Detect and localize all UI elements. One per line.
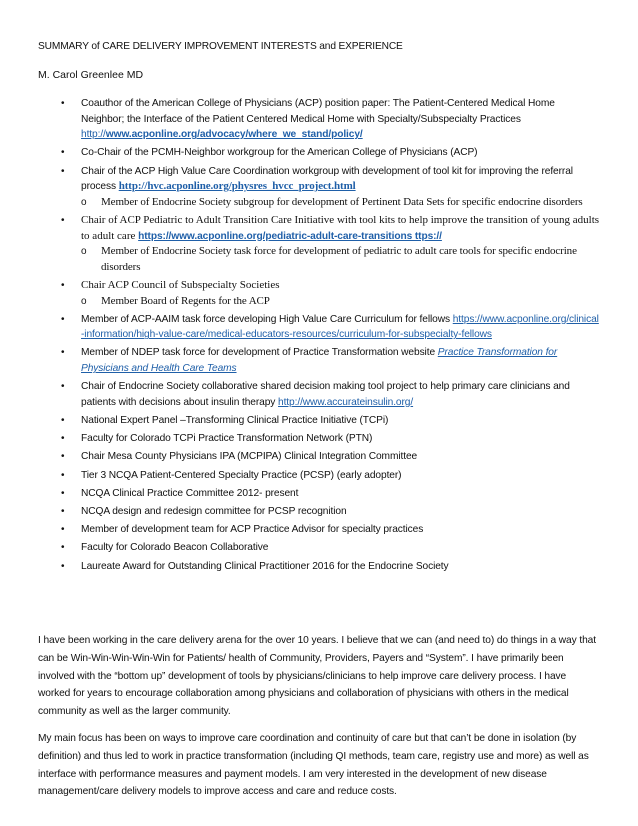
bullet: • <box>61 214 65 226</box>
bullet: • <box>61 313 65 325</box>
sub-item-text: Member Board of Regents for the ACP <box>101 294 270 307</box>
list-item <box>38 345 600 376</box>
bullet: • <box>61 347 65 359</box>
item-text: Member of ACP-AAIM task force developing High Value Care Curriculum for fellows <box>81 313 453 325</box>
sub-item-text: Member of Endocrine Society subgroup for development of Pertinent Data Sets for specific endocrine disorders <box>101 195 583 208</box>
item-text: Co-Chair of the PCMH-Neighbor workgroup for the American College of Physicians (ACP) <box>81 147 478 159</box>
sub-bullet: o <box>81 246 87 258</box>
list-item <box>38 278 600 309</box>
bullet: • <box>61 542 65 554</box>
item-text: Chair ACP Council of Subspecialty Societies <box>81 278 280 291</box>
list-item <box>38 312 600 343</box>
list-item <box>38 449 600 465</box>
bullet: • <box>61 524 65 536</box>
bullet: • <box>61 147 65 159</box>
sub-list <box>81 244 600 275</box>
summary-paragraphs <box>38 632 600 810</box>
hvcc-project-link[interactable]: http://hvc.acponline.org/physres_hvcc_project.html <box>118 180 356 193</box>
list-item <box>38 145 600 161</box>
list-item <box>38 522 600 538</box>
list-item <box>38 540 600 556</box>
sub-list <box>81 195 600 211</box>
sub-item <box>81 244 600 275</box>
item-text: Laureate Award for Outstanding Clinical Practitioner 2016 for the Endocrine Society <box>81 560 449 572</box>
bullet: • <box>61 165 65 177</box>
sub-item <box>81 195 600 211</box>
bullet: • <box>61 381 65 393</box>
item-text: National Expert Panel –Transforming Clinical Practice Initiative (TCPi) <box>81 415 389 427</box>
bullet: • <box>61 505 65 517</box>
list-item <box>38 164 600 211</box>
paragraph: My main focus has been on ways to improve care coordination and continuity of care but that can’t be done in isolation (by definition) and thus led to work in practice transformation (including QI methods, team care, registry use and more) as well as interface with performance measures and payment models. I am very interested in the development of new disease management/care delivery models to improve access and care and reduce costs. <box>38 732 589 798</box>
bullet: • <box>61 560 65 572</box>
list-item <box>38 431 600 447</box>
curriculum-link[interactable]: https://www.acponline.org/clinical-information/high-value-care/medical-educators-resources/curriculum-for-subspecialty-fellows <box>81 313 599 341</box>
bullet: • <box>61 451 65 463</box>
link-rest: www.acponline.org/advocacy/where_we_stand/policy/ <box>105 129 363 141</box>
list-item <box>38 413 600 429</box>
document-title: SUMMARY of CARE DELIVERY IMPROVEMENT INTERESTS and EXPERIENCE <box>38 41 403 52</box>
list-item <box>38 504 600 520</box>
list-item <box>38 213 600 275</box>
item-text: Chair of Endocrine Society collaborative shared decision making tool project to help primary care clinicians and patients with decisions about insulin therapy <box>81 381 570 408</box>
acp-policy-link[interactable] <box>81 129 363 140</box>
bullet: • <box>61 98 65 109</box>
sub-item <box>81 294 600 310</box>
sub-bullet: o <box>81 196 87 208</box>
item-text: Coauthor of the American College of Physicians (ACP) position paper: The Patient-Centered Medical Home Neighbor; the Interface of the Patient Centered Medical Home with Specialty/Subspecialty Practices <box>81 98 555 125</box>
item-text: Tier 3 NCQA Patient-Centered Specialty Practice (PCSP) (early adopter) <box>81 469 402 481</box>
bullet: • <box>61 469 65 481</box>
link-prefix: http:// <box>81 129 106 141</box>
sub-item-text: Member of Endocrine Society task force for development of pediatric to adult care tools for specific endocrine disorders <box>101 245 577 273</box>
list-item <box>38 559 600 575</box>
item-text: Faculty for Colorado Beacon Collaborative <box>81 542 269 554</box>
bullet: • <box>61 279 65 291</box>
sub-bullet: o <box>81 295 87 307</box>
item-text: Faculty for Colorado TCPi Practice Transformation Network (PTN) <box>81 433 373 445</box>
bullet: • <box>61 487 65 499</box>
item-text: Chair of ACP Pediatric to Adult Transition Care Initiative with tool kits to help improve the transition of young adults to adult care <box>81 213 600 242</box>
item-text: Chair of the ACP High Value Care Coordination workgroup with development of tool kit for improving the referral process <box>81 165 573 193</box>
author-name: M. Carol Greenlee MD <box>38 69 144 81</box>
item-text: NCQA Clinical Practice Committee 2012- present <box>81 487 299 499</box>
transitions-link[interactable]: https://www.acponline.org/pediatric-adult-care-transitions ttps:// <box>138 230 442 242</box>
list-item <box>38 468 600 484</box>
bullet: • <box>61 415 65 427</box>
list-item <box>38 379 600 410</box>
list-item <box>38 486 600 502</box>
practice-transformation-link[interactable]: Practice Transformation for Physicians and Health Care Teams <box>81 347 558 375</box>
sub-list <box>81 294 600 310</box>
item-text: Member of development team for ACP Practice Advisor for specialty practices <box>81 524 424 536</box>
item-text: Chair Mesa County Physicians IPA (MCPIPA) Clinical Integration Committee <box>81 451 418 463</box>
list-item <box>38 96 600 143</box>
experience-list <box>38 96 600 577</box>
accurate-insulin-link[interactable]: http://www.accurateinsulin.org/ <box>278 396 414 408</box>
item-text: Member of NDEP task force for development of Practice Transformation website <box>81 347 438 359</box>
paragraph: I have been working in the care delivery arena for the over 10 years. I believe that we can (and need to) do things in a way that can be Win-Win-Win-Win-Win for Patients/ health of Community, Providers, Payers and “System”. I have primarily been involved with the “bottom up” development of tools by physicians/clinicians to help improve care delivery process. I have worked for years to encourage collaboration among physicians and collaboration of physicians with others in the medical community as well as the larger community. <box>38 635 596 718</box>
bullet: • <box>61 433 65 445</box>
item-text: NCQA design and redesign committee for PCSP recognition <box>81 505 347 517</box>
